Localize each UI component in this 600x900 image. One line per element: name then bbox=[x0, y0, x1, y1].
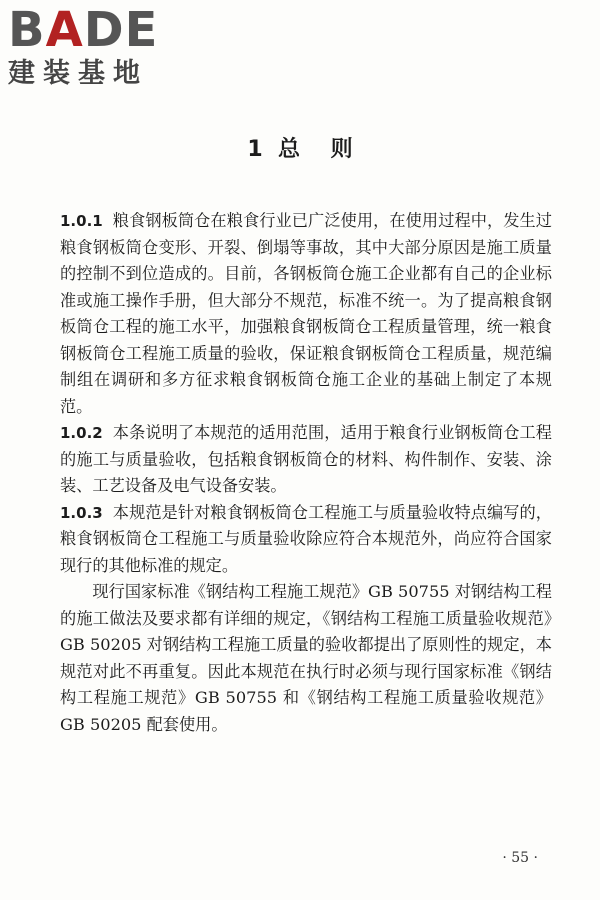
chapter-title: 1 总 则 bbox=[247, 137, 353, 162]
clause-text: 本条说明了本规范的适用范围，适用于粮食行业钢板筒仓工程的施工与质量验收，包括粮食钢板筒仓的材料、构件制作、安装、涂装、工艺设备及电气设备安装。 bbox=[60, 423, 552, 495]
clause-number: 1.0.1 bbox=[60, 212, 103, 230]
document-body bbox=[60, 208, 552, 738]
page-number: · 55 · bbox=[502, 850, 538, 866]
logo-letters-de: DE bbox=[83, 2, 159, 58]
logo-subtitle: 建装基地 bbox=[8, 58, 148, 89]
clause-number: 1.0.3 bbox=[60, 503, 103, 522]
clause-1-0-1 bbox=[60, 208, 552, 420]
logo-letter-b: B bbox=[8, 2, 46, 58]
clause-text: 本规范是针对粮食钢板筒仓工程施工与质量验收特点编写的，粮食钢板筒仓工程施工与质量验收除应符合本规范外，尚应符合国家现行的其他标准的规定。 bbox=[60, 502, 552, 575]
logo-wordmark bbox=[8, 4, 176, 56]
clause-text: 粮食钢板筒仓在粮食行业已广泛使用，在使用过程中，发生过粮食钢板筒仓变形、开裂、倒塌等事故，其中大部分原因是施工质量的控制不到位造成的。目前，各钢板筒仓施工企业都有自己的企业标准或施工操作手册，但大部分不规范，标准不统一。为了提高粮食钢板筒仓工程的施工水平，加强粮食钢板筒仓工程质量管理，统一粮食钢板筒仓工程施工质量的验收，保证粮食钢板筒仓工程质量，规范编制组在调研和多方征求粮食钢板筒仓施工企业的基础上制定了本规范。 bbox=[60, 211, 552, 416]
clause-1-0-2 bbox=[60, 420, 552, 500]
clause-number: 1.0.2 bbox=[60, 424, 103, 442]
logo-letter-a: A bbox=[45, 2, 84, 58]
site-logo bbox=[8, 4, 176, 90]
clause-1-0-3-continuation: 现行国家标准《钢结构工程施工规范》GB 50755 对钢结构工程的施工做法及要求都有详细的规定，《钢结构工程施工质量验收规范》GB 50205 对钢结构工程施工质量的验收都提出了原则性的规定，本规范对此不再重复。因此本规范在执行时必须与现行国家标准《钢结构工程施工规范》GB 50755 和《钢结构工程施工质量验收规范》GB 50205 配套使用。 bbox=[60, 582, 552, 734]
clause-1-0-3 bbox=[60, 500, 552, 580]
